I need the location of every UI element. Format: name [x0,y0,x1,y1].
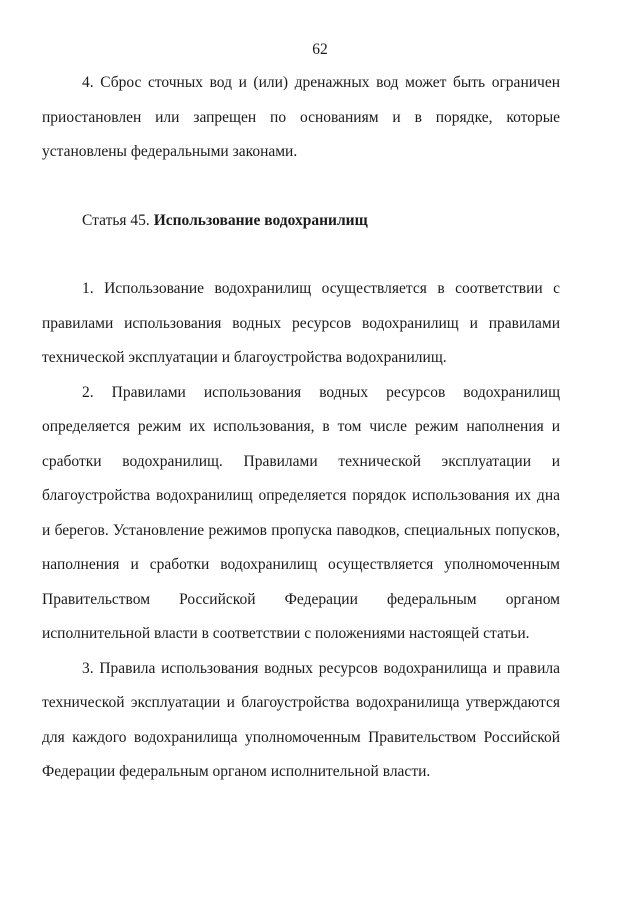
document-body [42,66,560,790]
paragraph-3: 3. Правила использования водных ресурсов водохранилища и правила технической эксплуатации и благоустройства водохранилища утверждаются для каждого водохранилища уполномоченным Правительством Российской Федерации федеральным органом исполнительной власти. [42,659,560,780]
page-number: 62 [312,41,328,58]
paragraph-1: 1. Использование водохранилищ осуществляется в соответствии с правилами использования водных ресурсов водохранилищ и правилами технической эксплуатации и благоустройства водохранилищ. [42,280,560,366]
paragraph-4-previous-article: 4. Сброс сточных вод и (или) дренажных вод может быть ограничен приостановлен или запрещен по основаниям и в порядке, которые установлены федеральными законами. [42,74,560,160]
paragraph-2: 2. Правилами использования водных ресурсов водохранилищ определяется режим их использования, в том числе режим наполнения и сработки водохранилищ. Правилами технической эксплуатации и благоустройства водохранилищ определяется порядок использования их дна и берегов. Установление режимов пропуска паводков, специальных попусков, наполнения и сработки водохранилищ осуществляется уполномоченным Правительством Российской Федерации федеральным органом исполнительной власти в соответствии с положениями настоящей статьи. [42,383,560,642]
article-title: Использование водохранилищ [153,211,368,229]
article-heading [42,204,560,239]
article-number: Статья 45. [82,211,150,229]
